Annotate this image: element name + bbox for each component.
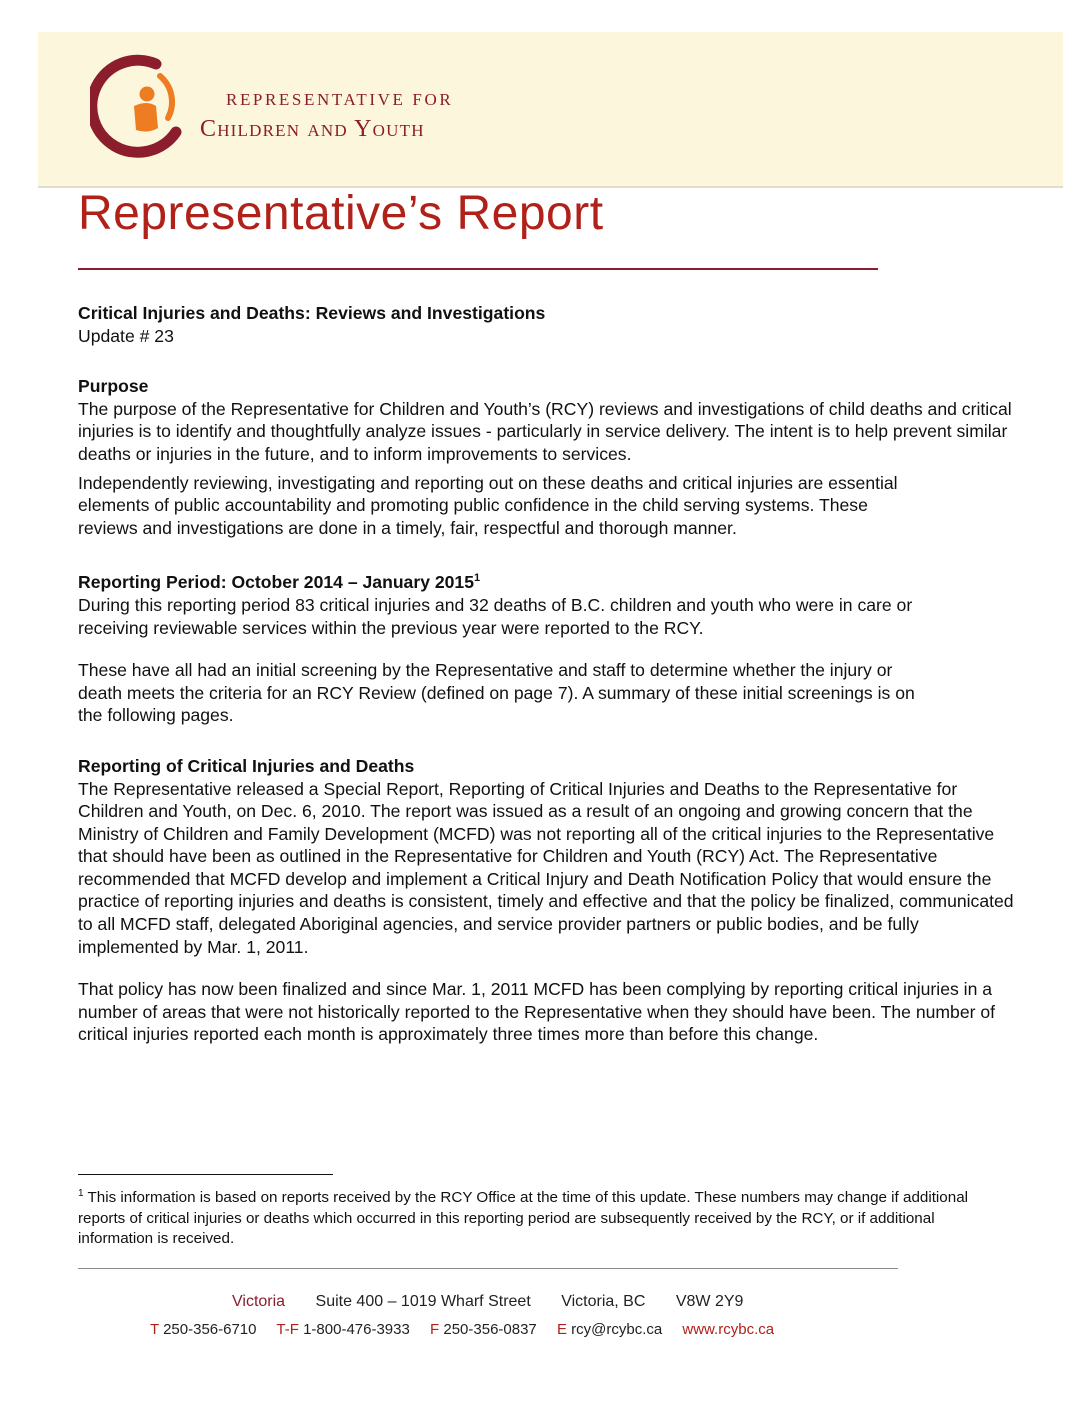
footer-contacts: [150, 1321, 774, 1338]
footer-postal: V8W 2Y9: [675, 1293, 744, 1310]
footer-city-prov: Victoria, BC: [561, 1293, 646, 1310]
footnote-divider: [78, 1174, 333, 1175]
update-number: Update # 23: [78, 325, 174, 346]
phone-number: 250-356-6710: [163, 1321, 257, 1338]
purpose-paragraph-1: The purpose of the Representative for Children and Youth’s (RCY) reviews and investigations of child deaths and critical injuries is to identify and thoughtfully analyze issues - particularly in service delivery. The intent is to help prevent similar deaths or injuries in the future, and to inform improvements to services.: [78, 398, 1012, 464]
footer-city: Victoria: [232, 1293, 286, 1310]
reporting-period-paragraph-1: During this reporting period 83 critical injuries and 32 deaths of B.C. children and youth who were in care or receiving reviewable services within the previous year were reported to the RCY.: [78, 594, 913, 638]
footer-divider: [78, 1268, 898, 1269]
reporting-period-heading-text: Reporting Period: October 2014 – January 2015: [78, 572, 475, 593]
report-subtitle: Critical Injuries and Deaths: Reviews and Investigations: [78, 303, 546, 323]
reporting-section-paragraph-1: The Representative released a Special Report, Reporting of Critical Injuries and Deaths to the Representative for Children and Youth, on Dec. 6, 2010. The report was issued as a result of an ongoing and growing concern that the Ministry of Children and Family Development (MCFD) was not reporting all of the critical injuries to the Representative that should have been as outlined in the Representative for Children and Youth (RCY) Act. The Representative recommended that MCFD develop and implement a Critical Injury and Death Notification Policy that would ensure the practice of reporting injuries and deaths is consistent, timely and effective and that the policy be finalized, communicated to all MCFD staff, delegated Aboriginal agencies, and service provider partners or public bodies, and be fully implemented by Mar. 1, 2011.: [78, 778, 1014, 957]
footnote-reference: 1: [474, 572, 481, 585]
purpose-paragraph-2: Independently reviewing, investigating and reporting out on these deaths and critical injuries are essential elements of public accountability and promoting public confidence in the child serving systems. These reviews and investigations are done in a timely, fair, respectful and thorough manner.: [78, 472, 898, 538]
website-link[interactable]: www.rcybc.ca: [682, 1321, 775, 1338]
footnote-text: This information is based on reports received by the RCY Office at the time of this update. These numbers may change if additional reports of critical injuries or deaths which occurred in this reporting period are subsequently received by the RCY, or if additional information is received.: [78, 1189, 969, 1247]
email-link[interactable]: rcy@rcybc.ca: [571, 1321, 663, 1338]
phone-label: T: [150, 1321, 159, 1338]
fax-label: F: [430, 1321, 440, 1338]
title-divider: [78, 268, 878, 270]
org-name-line1: REPRESENTATIVE FOR: [226, 90, 454, 109]
header-band: [38, 32, 1063, 188]
footer-address: [232, 1293, 743, 1311]
fax-number: 250-356-0837: [443, 1321, 537, 1338]
org-name-line2: Children and Youth: [200, 116, 425, 142]
footnote-mark: 1: [78, 1188, 84, 1199]
footer-street: Suite 400 – 1019 Wharf Street: [315, 1293, 531, 1310]
tollfree-number: 1-800-476-3933: [303, 1321, 410, 1338]
reporting-section-paragraph-2: That policy has now been finalized and since Mar. 1, 2011 MCFD has been complying by reporting critical injuries in a number of areas that were not historically reported to the Representative when they should have been. The number of critical injuries reported each month is approximately three times more than before this change.: [78, 979, 996, 1045]
tollfree-label: T-F: [276, 1321, 299, 1338]
email-label: E: [556, 1321, 567, 1338]
reporting-period-heading: [78, 567, 1018, 594]
report-title: Representative’s Report: [78, 187, 604, 240]
footnote: [78, 1184, 998, 1250]
purpose-heading: Purpose: [78, 376, 149, 397]
report-body: [78, 302, 1018, 1046]
reporting-section-heading: Reporting of Critical Injuries and Deaths: [78, 755, 415, 776]
reporting-period-paragraph-2: These have all had an initial screening by the Representative and staff to determine whether the injury or death meets the criteria for an RCY Review (defined on page 7). A summary of these initial screenings is on the following pages.: [78, 660, 915, 726]
mother-and-child-logo-icon: [90, 54, 182, 162]
